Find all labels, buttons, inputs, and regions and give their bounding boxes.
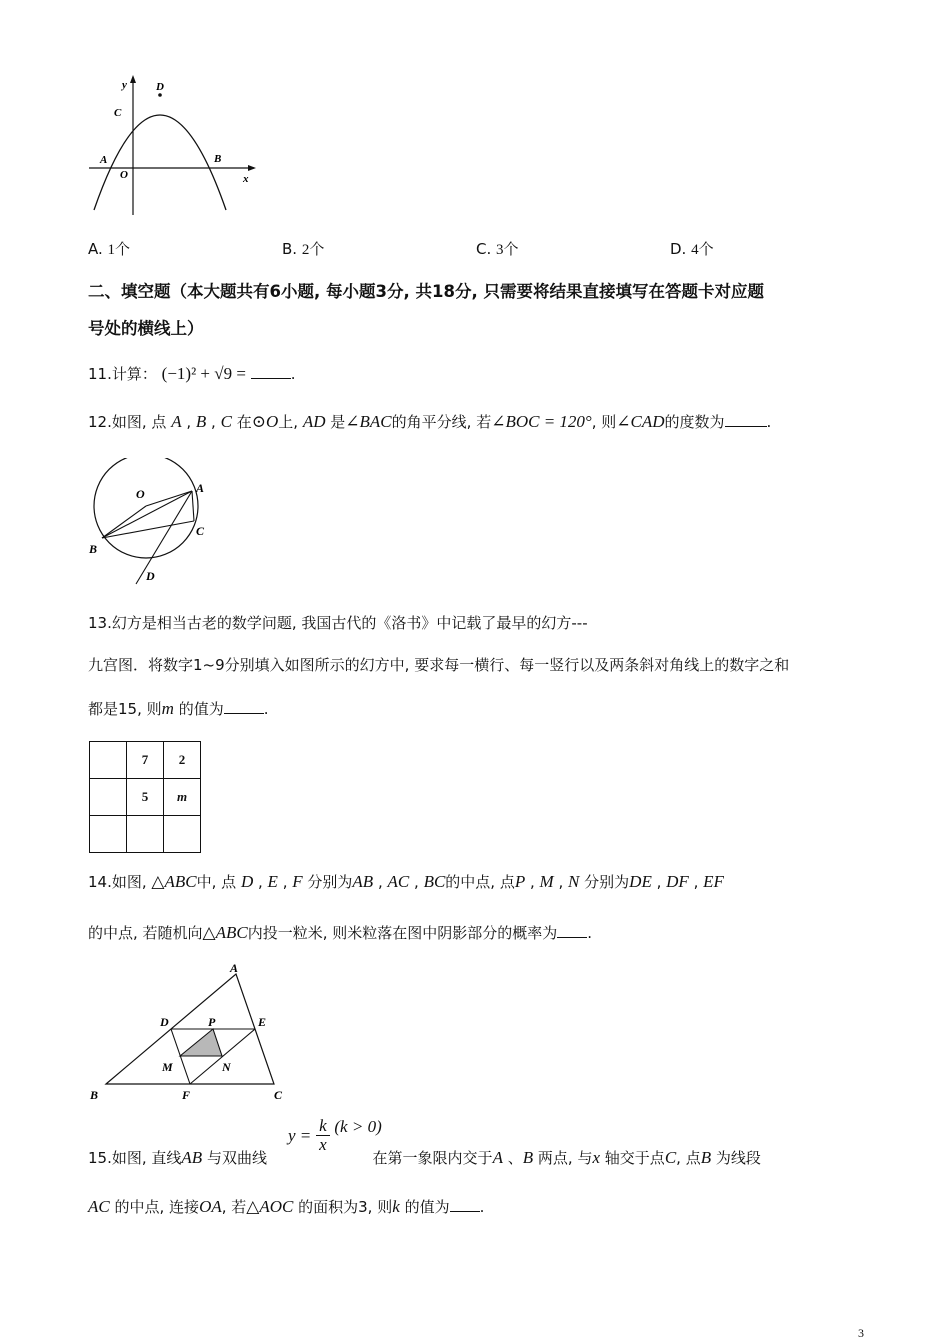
option-d[interactable]: D. 4个 (670, 240, 714, 258)
table-row: 5 m (90, 779, 201, 816)
question-15-line2: AC 的中点, 连接OA, 若△AOC 的面积为3, 则k 的值为 . (88, 1197, 485, 1216)
option-a[interactable]: A. 1个 (88, 240, 131, 258)
question-13-line3: 都是15, 则m 的值为 . (88, 699, 269, 718)
q15-function: y = $\frac{k}{x}$ (k > 0) (288, 1116, 382, 1154)
page-number: 3 (858, 1326, 864, 1340)
x-axis-arrow (248, 165, 256, 171)
svg-text:N: N (222, 1060, 231, 1074)
question-12: 12.如图, 点 A , B , C 在⊙O上, AD 是∠BAC的角平分线, 若∠BOC = 120°, 则∠CAD的度数为 . (88, 412, 772, 431)
section2-title-line1: 二、填空题（本大题共有6小题, 每小题3分, 共18分, 只需要将结果直接填写在答题卡对应题 (88, 282, 764, 301)
answer-blank-13[interactable] (224, 699, 264, 714)
svg-text:C: C (196, 524, 205, 538)
label-a: A (100, 154, 108, 166)
svg-text:M: M (162, 1060, 173, 1074)
label-b: B (214, 153, 222, 165)
question-15-line1: 15.如图, 直线AB 与双曲线 在第一象限内交于A 、B 两点, 与x 轴交于点C, 点B 为线段 (88, 1148, 761, 1167)
answer-blank-11[interactable] (251, 364, 291, 379)
question-11: 11.计算： (−1)² + √9 = . (88, 364, 296, 383)
answer-blank-15[interactable] (450, 1197, 480, 1212)
svg-text:D: D (160, 1015, 169, 1029)
question-14-line1: 14.如图, △ABC中, 点 D , E , F 分别为AB , AC , BC的中点, 点P , M , N 分别为DE , DF , EF (88, 872, 724, 891)
svg-text:B: B (90, 1088, 99, 1102)
table-row: 7 2 (90, 742, 201, 779)
triangle-figure (84, 960, 294, 1108)
parabola-curve (94, 115, 226, 210)
y-axis-arrow (130, 75, 136, 83)
svg-text:B: B (89, 542, 98, 556)
svg-text:A: A (230, 961, 239, 975)
label-c: C (114, 107, 122, 119)
option-c[interactable]: C. 3个 (476, 240, 519, 258)
label-d: D (156, 81, 164, 93)
label-o: O (120, 169, 128, 181)
parabola-figure (84, 70, 264, 220)
svg-text:C: C (274, 1088, 283, 1102)
svg-text:P: P (208, 1015, 216, 1029)
svg-text:E: E (258, 1015, 267, 1029)
circle-figure (84, 458, 224, 588)
label-x: x (243, 173, 249, 185)
answer-blank-14[interactable] (557, 923, 587, 938)
svg-text:D: D (146, 569, 155, 583)
question-14-line2: 的中点, 若随机向△ABC内投一粒米, 则米粒落在图中阴影部分的概率为 . (88, 923, 593, 942)
svg-text:F: F (182, 1088, 191, 1102)
answer-blank-12[interactable] (725, 412, 767, 427)
svg-text:O: O (136, 487, 145, 501)
table-row (90, 816, 201, 853)
section2-title-line2: 号处的横线上） (88, 319, 204, 338)
vertex-d (158, 93, 162, 97)
q11-expression: (−1)² + √9 = (161, 364, 246, 383)
question-13-line2: 九宫图．将数字1~9分别填入如图所示的幻方中, 要求每一横行、每一竖行以及两条斜对角线上的数字之和 (88, 656, 790, 674)
option-b[interactable]: B. 2个 (282, 240, 325, 258)
magic-square (89, 741, 201, 853)
svg-text:A: A (196, 481, 205, 495)
question-13-line1: 13.幻方是相当古老的数学问题, 我国古代的《洛书》中记载了最早的幻方--- (88, 614, 588, 632)
label-y: y (122, 79, 127, 91)
shaded-triangle-pmn (180, 1029, 222, 1056)
